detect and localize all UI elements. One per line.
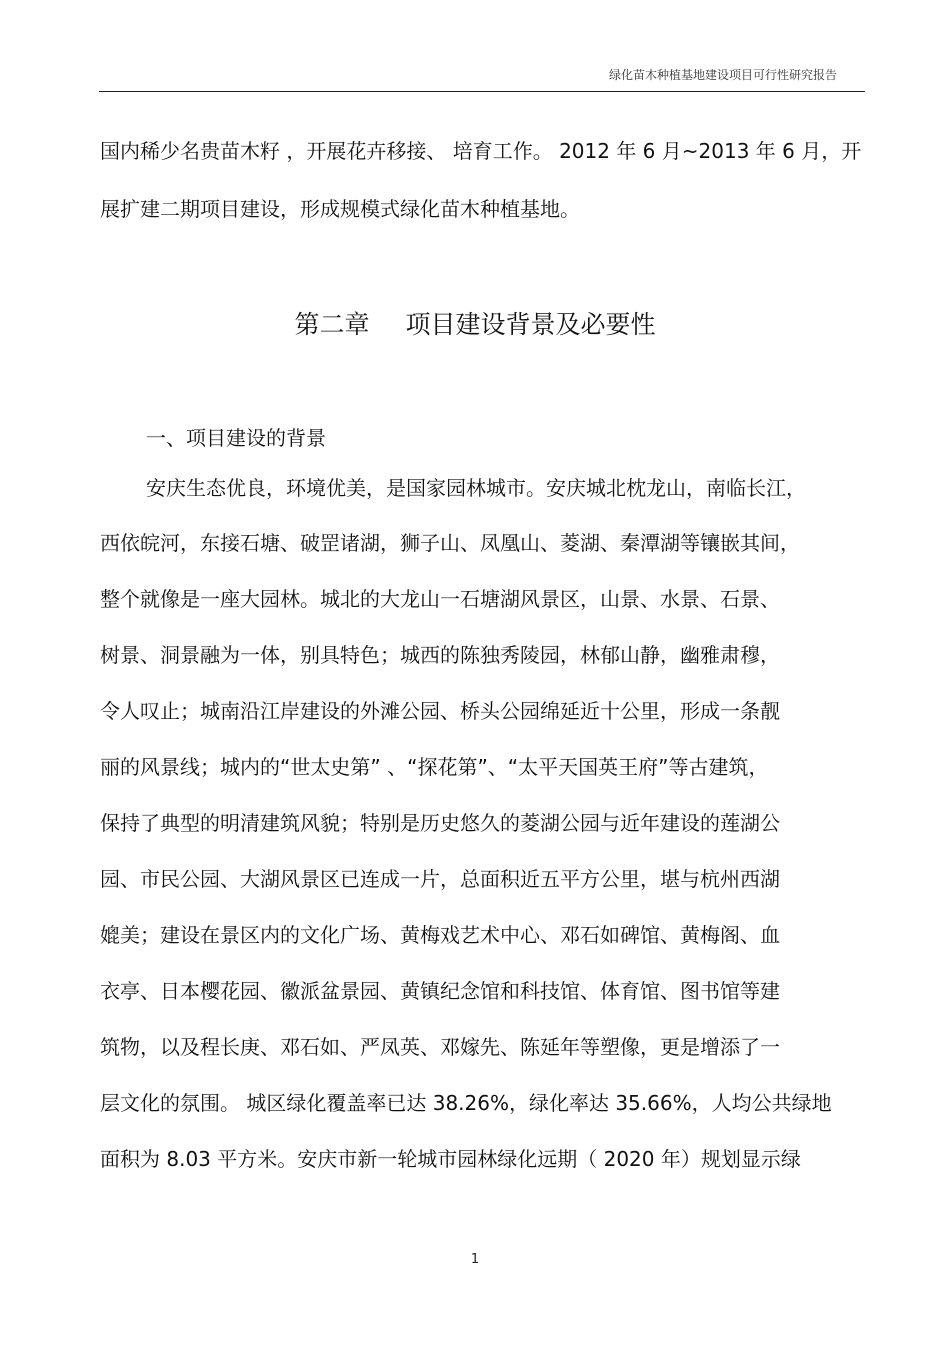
header-divider: [99, 91, 865, 92]
body-line: 令人叹止；城南沿江岸建设的外滩公园、桥头公园绵延近十公里，形成一条靓: [100, 699, 780, 723]
body-line: 树景、洞景融为一体，别具特色；城西的陈独秀陵园，林郁山静，幽雅肃穆，: [100, 643, 780, 667]
intro-line-1: 国内稀少名贵苗木籽 ，开展花卉移接、 培育工作。 2012 年 6 月~2013 年 6 月，开: [100, 139, 862, 163]
body-line: 保持了典型的明清建筑风貌；特别是历史悠久的菱湖公园与近年建设的莲湖公: [100, 811, 780, 835]
body-line: 园、市民公园、大湖风景区已连成一片，总面积近五平方公里，堪与杭州西湖: [100, 867, 780, 891]
section-heading: 一、项目建设的背景: [146, 426, 326, 450]
body-line: 衣亭、日本樱花园、徽派盆景园、黄镇纪念馆和科技馆、体育馆、图书馆等建: [100, 979, 780, 1003]
intro-line-2: 展扩建二期项目建设，形成规模式绿化苗木种植基地。: [100, 197, 580, 221]
body-line: 筑物，以及程长庚、邓石如、严凤英、邓嫁先、陈延年等塑像，更是增添了一: [100, 1035, 780, 1059]
body-line: 层文化的氛围。 城区绿化覆盖率已达 38.26%，绿化率达 35.66%，人均公共绿地: [100, 1091, 832, 1115]
body-line: 西依皖河，东接石塘、破罡诸湖，狮子山、凤凰山、菱湖、秦潭湖等镶嵌其间，: [100, 531, 800, 555]
body-line: 整个就像是一座大园林。城北的大龙山一石塘湖风景区，山景、水景、石景、: [100, 587, 780, 611]
running-header: 绿化苗木种植基地建设项目可行性研究报告: [608, 68, 837, 82]
chapter-number: 第二章: [294, 310, 370, 339]
page-number: 1: [470, 1252, 480, 1267]
chapter-heading: [0, 305, 950, 341]
body-line: 面积为 8.03 平方米。安庆市新一轮城市园林绿化远期（ 2020 年）规划显示绿: [100, 1147, 801, 1171]
body-line: 丽的风景线；城内的“世太史第” 、“探花第”、“太平天国英王府”等古建筑，: [100, 755, 769, 779]
body-line: 安庆生态优良，环境优美，是国家园林城市。安庆城北枕龙山，南临长江，: [146, 476, 806, 500]
body-line: 媲美；建设在景区内的文化广场、黄梅戏艺术中心、邓石如碑馆、黄梅阁、血: [100, 923, 780, 947]
chapter-title: 项目建设背景及必要性: [405, 310, 656, 339]
